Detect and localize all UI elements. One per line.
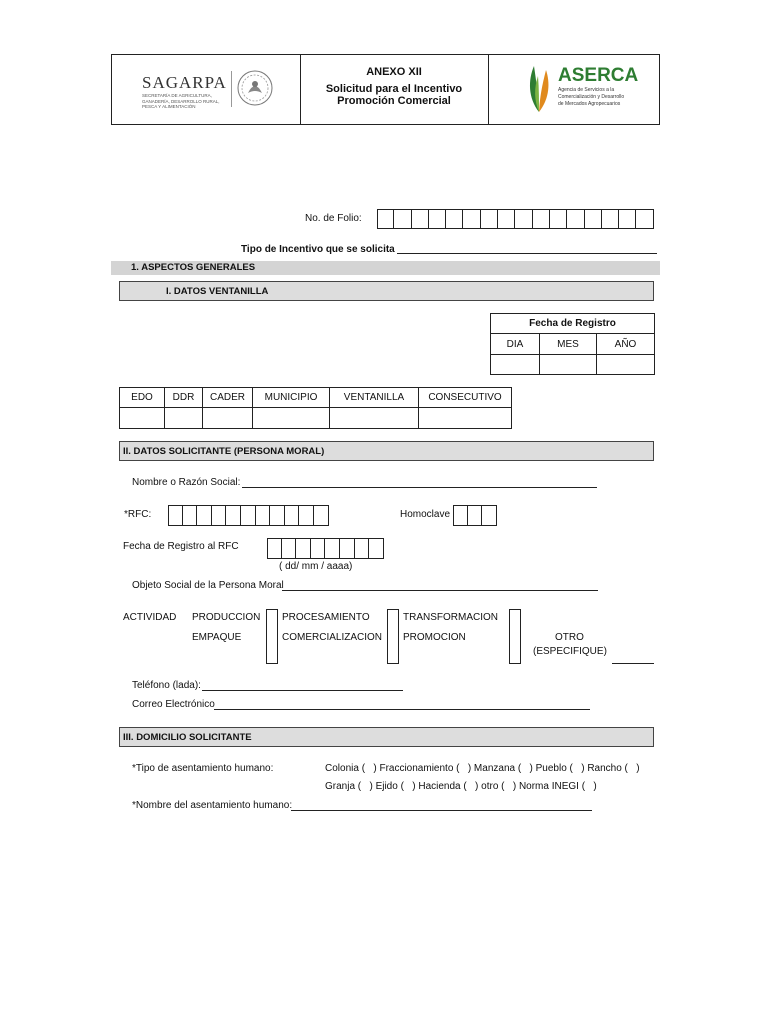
fecha-mes-header: MES bbox=[540, 334, 597, 355]
actividad-promocion-label: PROMOCION bbox=[403, 632, 466, 643]
tipo-asentamiento-options-1[interactable]: Colonia ( ) Fraccionamiento ( ) Manzana ( ) Pueblo ( ) Rancho ( ) bbox=[325, 763, 640, 774]
telefono-label: Teléfono (lada): bbox=[132, 680, 201, 691]
tipo-incentivo-field[interactable] bbox=[397, 243, 657, 254]
actividad-comercializacion-label: COMERCIALIZACION bbox=[282, 632, 383, 643]
fecha-anio-input[interactable] bbox=[597, 355, 655, 375]
objeto-social-label: Objeto Social de la Persona Moral bbox=[132, 580, 284, 591]
code-ventanilla-input[interactable] bbox=[330, 408, 419, 429]
mexico-seal-icon bbox=[236, 69, 274, 107]
char-box[interactable] bbox=[296, 538, 311, 559]
title-cell bbox=[300, 55, 489, 124]
sagarpa-logo-cell bbox=[112, 55, 301, 124]
char-box[interactable] bbox=[468, 505, 483, 526]
actividad-transformacion-label: TRANSFORMACION bbox=[403, 612, 498, 623]
homoclave-label: Homoclave bbox=[400, 509, 451, 520]
fecha-dia-input[interactable] bbox=[491, 355, 540, 375]
char-box[interactable] bbox=[270, 505, 285, 526]
aserca-logo-cell bbox=[488, 55, 659, 124]
code-ddr-header: DDR bbox=[165, 388, 203, 408]
actividad-label: ACTIVIDAD bbox=[123, 612, 177, 623]
sagarpa-subtitle: SECRETARÍA DE AGRICULTURA, GANADERÍA, DESARROLLO RURAL, PESCA Y ALIMENTACIÓN bbox=[142, 93, 220, 109]
char-box[interactable] bbox=[226, 505, 241, 526]
nombre-asentamiento-label: *Nombre del asentamiento humano: bbox=[132, 800, 293, 811]
char-box[interactable] bbox=[429, 209, 446, 229]
fecha-anio-header: AÑO bbox=[597, 334, 655, 355]
char-box[interactable] bbox=[311, 538, 326, 559]
aserca-logo-text: ASERCA bbox=[558, 65, 639, 86]
tipo-asentamiento-options-2[interactable]: Granja ( ) Ejido ( ) Hacienda ( ) otro ( ) Norma INEGI ( ) bbox=[325, 781, 597, 792]
tipo-asentamiento-label: *Tipo de asentamiento humano: bbox=[132, 763, 274, 774]
char-box[interactable] bbox=[482, 505, 497, 526]
code-consecutivo-header: CONSECUTIVO bbox=[419, 388, 512, 408]
folio-label: No. de Folio: bbox=[305, 213, 362, 224]
char-box[interactable] bbox=[453, 505, 468, 526]
section-aspectos-generales: 1. ASPECTOS GENERALES bbox=[111, 261, 660, 275]
char-box[interactable] bbox=[285, 505, 300, 526]
char-box[interactable] bbox=[168, 505, 183, 526]
actividad-produccion-label: PRODUCCION bbox=[192, 612, 261, 623]
char-box[interactable] bbox=[241, 505, 256, 526]
actividad-otro-field[interactable] bbox=[612, 653, 654, 664]
char-box[interactable] bbox=[585, 209, 602, 229]
fecha-format-hint: ( dd/ mm / aaaa) bbox=[279, 561, 353, 572]
telefono-field[interactable] bbox=[202, 680, 403, 691]
char-box[interactable] bbox=[212, 505, 227, 526]
aserca-subtitle: Agencia de Servicios a la Comercialización y Desarrollo de Mercados Agropecuarios bbox=[558, 87, 625, 107]
aserca-leaf-icon bbox=[524, 62, 554, 114]
char-box[interactable] bbox=[325, 538, 340, 559]
form-title-line2: Promoción Comercial bbox=[337, 95, 451, 107]
char-box[interactable] bbox=[533, 209, 550, 229]
code-municipio-header: MUNICIPIO bbox=[253, 388, 330, 408]
code-edo-header: EDO bbox=[120, 388, 165, 408]
actividad-checkbox-col1[interactable] bbox=[266, 609, 278, 664]
fecha-registro-table bbox=[490, 313, 655, 375]
actividad-checkbox-col3[interactable] bbox=[509, 609, 521, 664]
logo-divider bbox=[231, 71, 232, 107]
rfc-input[interactable] bbox=[168, 505, 329, 526]
section-domicilio: III. DOMICILIO SOLICITANTE bbox=[119, 727, 654, 747]
char-box[interactable] bbox=[446, 209, 463, 229]
char-box[interactable] bbox=[481, 209, 498, 229]
actividad-checkbox-col2[interactable] bbox=[387, 609, 399, 664]
section-datos-solicitante: II. DATOS SOLICITANTE (PERSONA MORAL) bbox=[119, 441, 654, 461]
folio-input[interactable] bbox=[377, 209, 654, 229]
char-box[interactable] bbox=[636, 209, 653, 229]
char-box[interactable] bbox=[267, 538, 282, 559]
code-cader-input[interactable] bbox=[203, 408, 253, 429]
code-ventanilla-header: VENTANILLA bbox=[330, 388, 419, 408]
annex-title: ANEXO XII bbox=[366, 66, 422, 78]
homoclave-input[interactable] bbox=[453, 505, 497, 526]
fecha-mes-input[interactable] bbox=[540, 355, 597, 375]
char-box[interactable] bbox=[183, 505, 198, 526]
code-edo-input[interactable] bbox=[120, 408, 165, 429]
char-box[interactable] bbox=[394, 209, 411, 229]
section-datos-ventanilla: I. DATOS VENTANILLA bbox=[119, 281, 654, 301]
nombre-razon-social-field[interactable] bbox=[242, 477, 597, 488]
char-box[interactable] bbox=[282, 538, 297, 559]
fecha-rfc-input[interactable] bbox=[267, 538, 384, 559]
actividad-empaque-label: EMPAQUE bbox=[192, 632, 242, 643]
char-box[interactable] bbox=[197, 505, 212, 526]
code-municipio-input[interactable] bbox=[253, 408, 330, 429]
char-box[interactable] bbox=[314, 505, 329, 526]
actividad-otro-label: OTRO bbox=[555, 632, 584, 643]
actividad-procesamiento-label: PROCESAMIENTO bbox=[282, 612, 370, 623]
sagarpa-logo-text: SAGARPA bbox=[142, 73, 227, 92]
char-box[interactable] bbox=[463, 209, 480, 229]
form-title-line1: Solicitud para el Incentivo bbox=[325, 83, 463, 95]
fecha-dia-header: DIA bbox=[491, 334, 540, 355]
nombre-asentamiento-field[interactable] bbox=[291, 800, 592, 811]
char-box[interactable] bbox=[412, 209, 429, 229]
char-box[interactable] bbox=[498, 209, 515, 229]
char-box[interactable] bbox=[567, 209, 584, 229]
document-header bbox=[111, 54, 660, 125]
ventanilla-codes-table bbox=[119, 387, 512, 429]
code-consecutivo-input[interactable] bbox=[419, 408, 512, 429]
char-box[interactable] bbox=[340, 538, 355, 559]
char-box[interactable] bbox=[550, 209, 567, 229]
nombre-razon-social-label: Nombre o Razón Social: bbox=[132, 477, 241, 488]
char-box[interactable] bbox=[256, 505, 271, 526]
objeto-social-field[interactable] bbox=[282, 580, 598, 591]
code-ddr-input[interactable] bbox=[165, 408, 203, 429]
char-box[interactable] bbox=[369, 538, 384, 559]
correo-field[interactable] bbox=[214, 699, 590, 710]
code-cader-header: CADER bbox=[203, 388, 253, 408]
char-box[interactable] bbox=[299, 505, 314, 526]
char-box[interactable] bbox=[515, 209, 532, 229]
char-box[interactable] bbox=[619, 209, 636, 229]
correo-label: Correo Electrónico bbox=[132, 699, 215, 710]
char-box[interactable] bbox=[355, 538, 370, 559]
rfc-label: *RFC: bbox=[124, 509, 152, 520]
fecha-registro-title: Fecha de Registro bbox=[491, 314, 655, 334]
char-box[interactable] bbox=[602, 209, 619, 229]
fecha-rfc-label: Fecha de Registro al RFC bbox=[123, 541, 239, 552]
actividad-especifique-label: (ESPECIFIQUE) bbox=[533, 646, 607, 657]
tipo-incentivo-label: Tipo de Incentivo que se solicita bbox=[241, 244, 395, 255]
char-box[interactable] bbox=[377, 209, 394, 229]
